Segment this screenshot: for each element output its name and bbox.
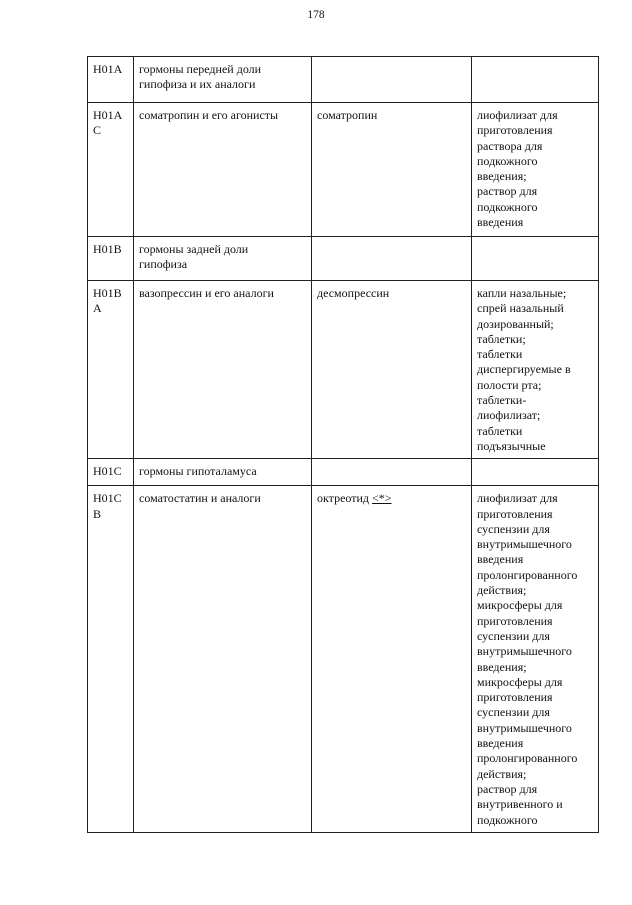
dosage-form-cell: лиофилизат для приготовления суспензии для внутримышечного введения пролонгированного действия; микросферы для приготовления суспензии для внутримышечного введения; микросферы для приготовления суспензии для внутримышечного введения пролонгированного действия; раствор для внутривенного и подкожного bbox=[472, 486, 599, 833]
dosage-form-cell bbox=[472, 237, 599, 281]
drug-name-cell bbox=[312, 237, 472, 281]
drug-name-cell bbox=[312, 486, 472, 833]
table-row bbox=[88, 486, 599, 833]
drug-name-cell bbox=[312, 57, 472, 103]
drug-name-cell bbox=[312, 459, 472, 486]
table-row bbox=[88, 281, 599, 459]
atc-code-cell: H01C B bbox=[88, 486, 134, 833]
atc-code-cell: H01A bbox=[88, 57, 134, 103]
page-number: 178 bbox=[307, 9, 325, 21]
atc-code-cell: H01C bbox=[88, 459, 134, 486]
drug-name-cell bbox=[312, 103, 472, 237]
anatomical-group-cell: соматостатин и аналоги bbox=[134, 486, 312, 833]
drug-name: соматропин bbox=[317, 108, 378, 122]
table-row bbox=[88, 459, 599, 486]
anatomical-group-cell: гормоны гипоталамуса bbox=[134, 459, 312, 486]
dosage-form-cell bbox=[472, 459, 599, 486]
table-row bbox=[88, 237, 599, 281]
drug-name: десмопрессин bbox=[317, 286, 390, 300]
atc-code-cell: H01B bbox=[88, 237, 134, 281]
drug-name: октреотид bbox=[317, 491, 373, 506]
anatomical-group-cell: соматропин и его агонисты bbox=[134, 103, 312, 237]
footnote-reference-link[interactable]: <*> bbox=[372, 491, 392, 506]
table-row bbox=[88, 103, 599, 237]
dosage-form-cell: лиофилизат для приготовления раствора для подкожного введения; раствор для подкожного введения bbox=[472, 103, 599, 237]
anatomical-group-cell: гормоны задней доли гипофиза bbox=[134, 237, 312, 281]
atc-code-cell: H01B A bbox=[88, 281, 134, 459]
dosage-form-cell bbox=[472, 57, 599, 103]
drug-table bbox=[87, 56, 599, 833]
atc-code-cell: H01A C bbox=[88, 103, 134, 237]
dosage-form-cell: капли назальные; спрей назальный дозированный; таблетки; таблетки диспергируемые в полости рта; таблетки- лиофилизат; таблетки подъязычные bbox=[472, 281, 599, 459]
anatomical-group-cell: вазопрессин и его аналоги bbox=[134, 281, 312, 459]
drug-name-cell bbox=[312, 281, 472, 459]
table-row bbox=[88, 57, 599, 103]
anatomical-group-cell: гормоны передней доли гипофиза и их аналоги bbox=[134, 57, 312, 103]
